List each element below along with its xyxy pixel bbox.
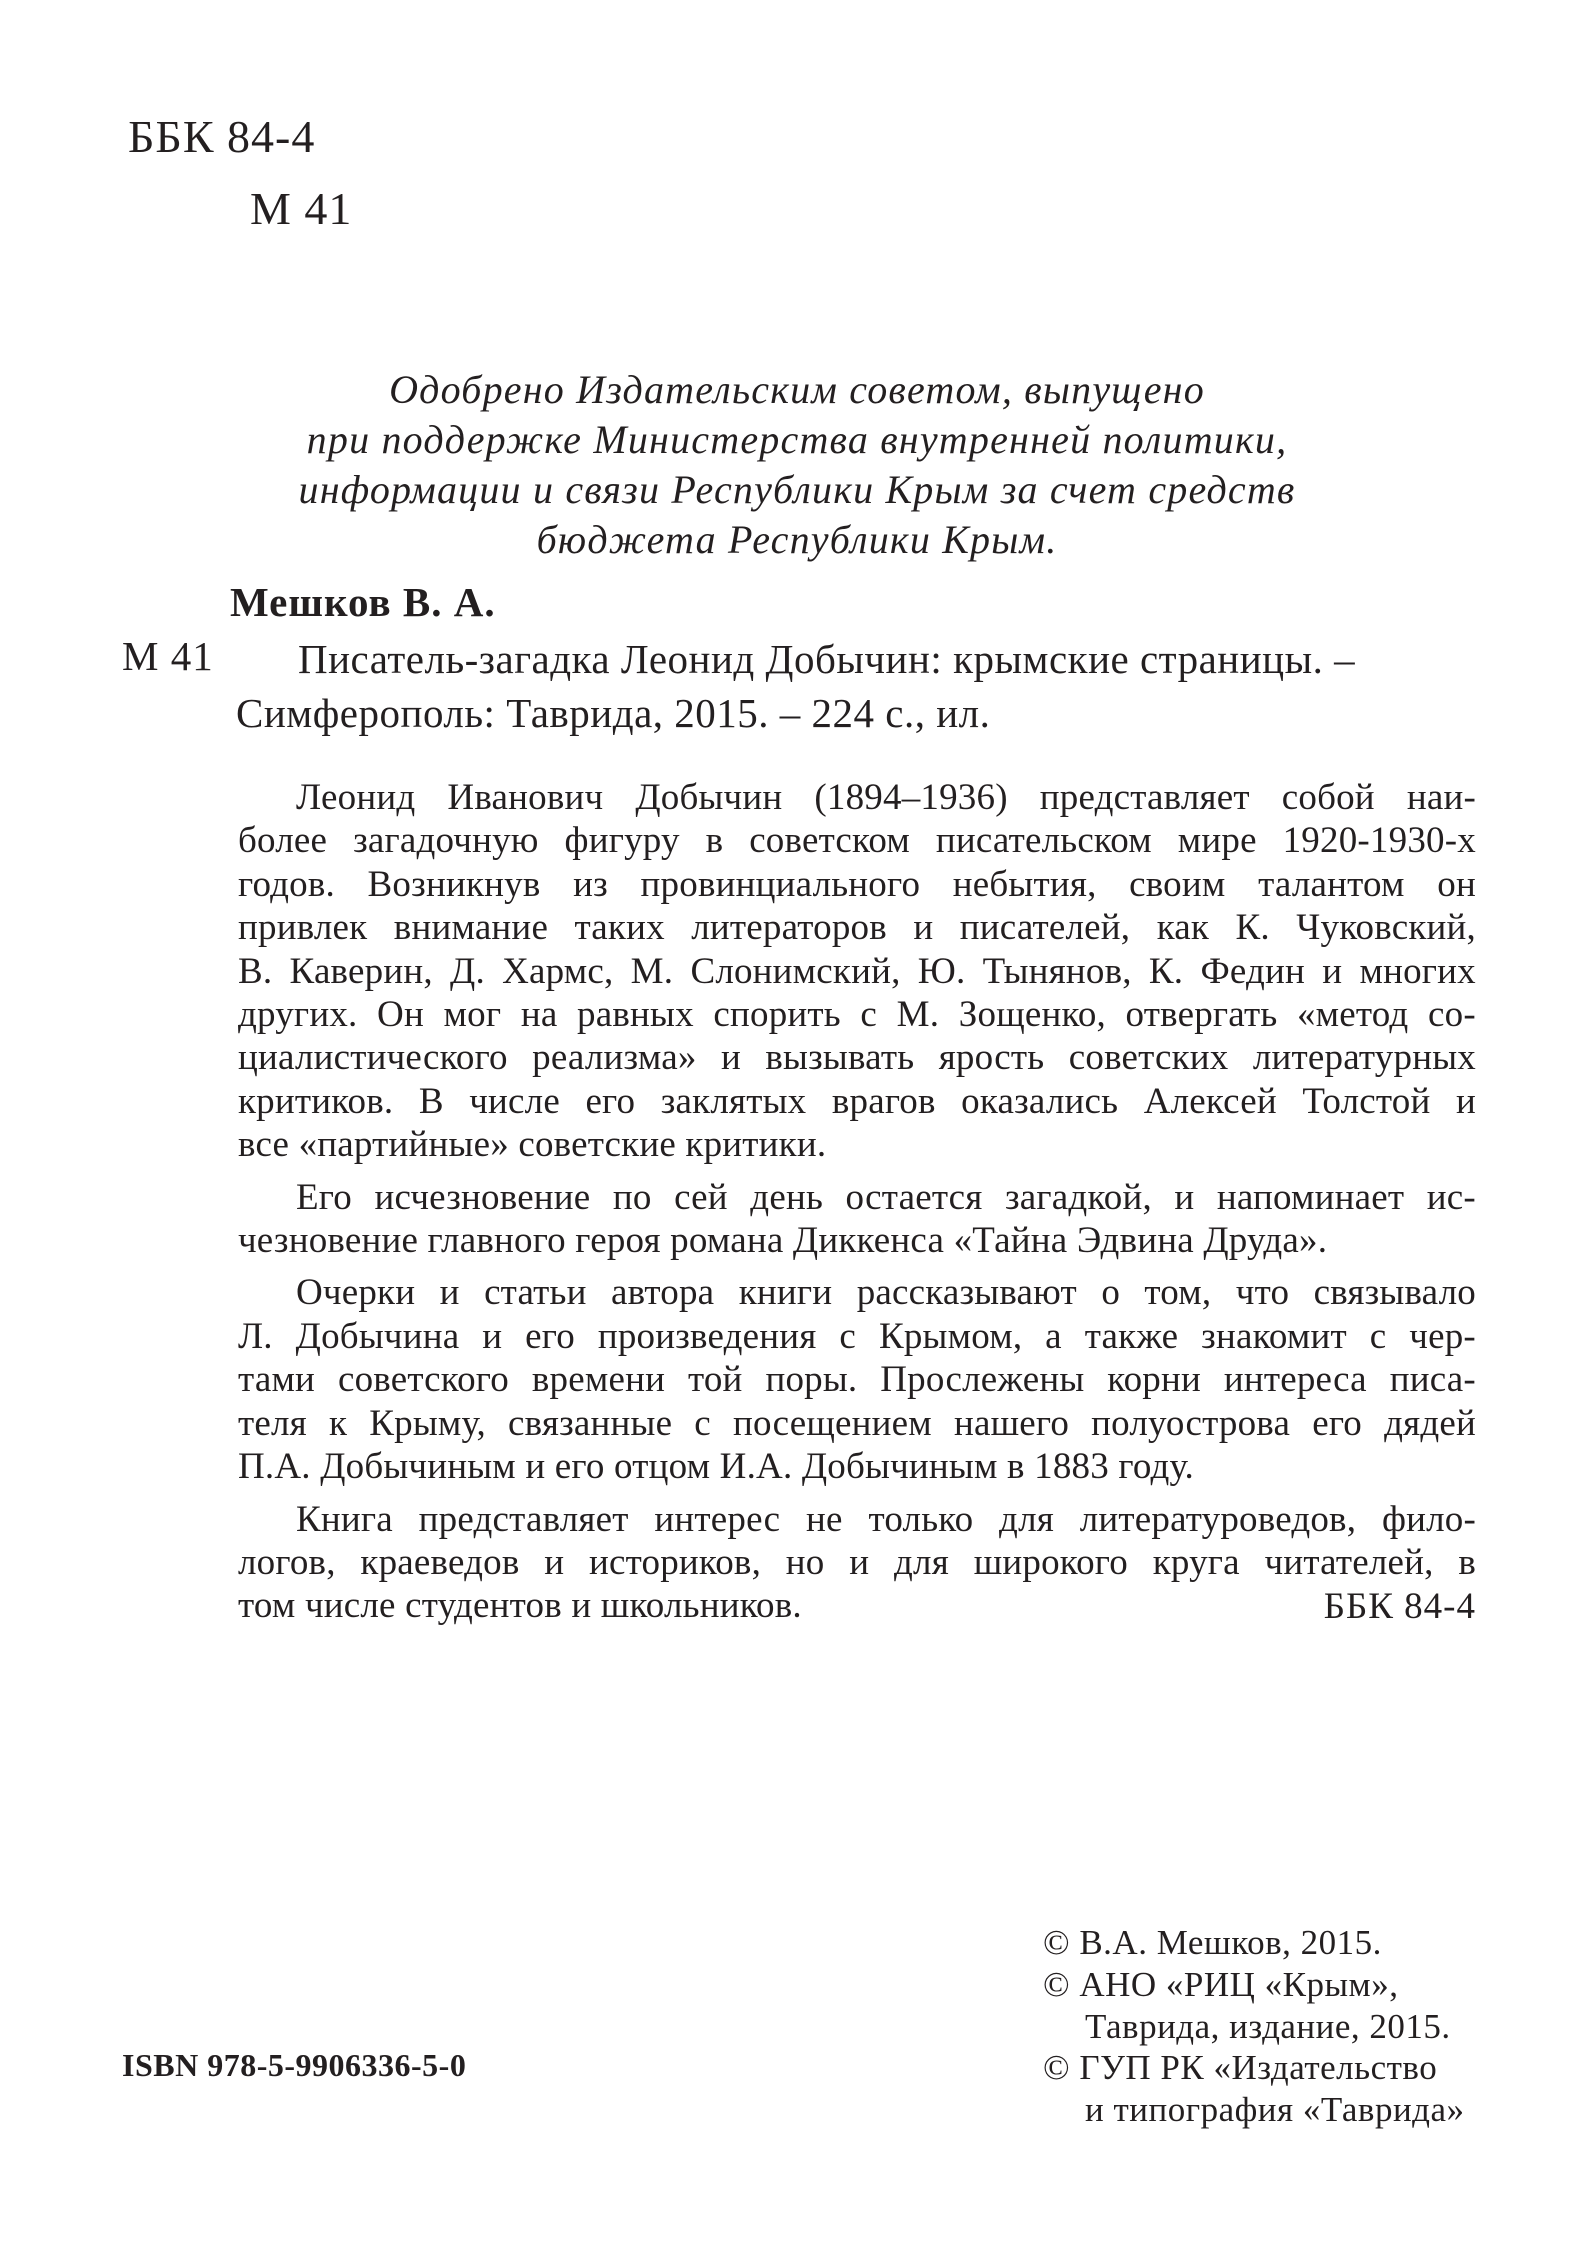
abstract-line: том числе студентов и школьников.: [238, 1585, 802, 1627]
abstract-line: все «партийные» советские критики.: [238, 1124, 827, 1166]
abstract-line: привлек внимание таких литераторов и писателей, как К. Чуковский,: [238, 907, 1476, 949]
bibliographic-imprint-line: Симферополь: Таврида, 2015. – 224 с., ил.: [236, 690, 991, 736]
copyright-line: Таврида, издание, 2015.: [1085, 2006, 1451, 2046]
copyright-line: © В.А. Мешков, 2015.: [1043, 1923, 1382, 1962]
abstract-line: тами советского времени той поры. Прослежены корни интереса писа-: [238, 1359, 1476, 1401]
copyright-line: и типография «Таврида»: [1085, 2090, 1465, 2130]
bibliographic-description: [236, 632, 1356, 740]
abstract-paragraph: [238, 1176, 1476, 1263]
abstract-line: теля к Крыму, связанные с посещением нашего полуострова его дядей: [238, 1402, 1476, 1444]
author-heading: Мешков В. А.: [230, 579, 496, 625]
copyright-block: [1043, 1922, 1465, 2131]
approval-line: при поддержке Министерства внутренней политики,: [306, 417, 1288, 462]
abstract-paragraph: [238, 776, 1476, 1167]
abstract-line: Очерки и статьи автора книги рассказывают о том, что связывало: [296, 1272, 1476, 1314]
approval-line: информации и связи Республики Крым за счет средств: [298, 467, 1296, 512]
abstract-line: Леонид Иванович Добычин (1894–1936) представляет собой наи-: [296, 777, 1476, 818]
abstract-paragraph: [238, 1498, 1476, 1628]
abstract: [238, 776, 1476, 1637]
abstract-line: П.А. Добычиным и его отцом И.А. Добычиным в 1883 году.: [238, 1446, 1194, 1488]
bibliographic-title-line: Писатель-загадка Леонид Добычин: крымские страницы. –: [298, 636, 1356, 682]
abstract-line: В. Каверин, Д. Хармс, М. Слонимский, Ю. Тынянов, К. Федин и многих: [238, 950, 1476, 992]
abstract-line: чезновение главного героя романа Диккенса «Тайна Эдвина Друда».: [238, 1220, 1328, 1262]
approval-line: Одобрено Издательским советом, выпущено: [389, 367, 1205, 412]
approval-note: [0, 365, 1594, 565]
abstract-line: Книга представляет интерес не только для литературоведов, фило-: [296, 1498, 1476, 1540]
abstract-paragraph: [238, 1271, 1476, 1488]
abstract-line: годов. Возникнув из провинциального небытия, своим талантом он: [238, 863, 1476, 905]
bbk-classification-bottom: ББК 84-4: [1323, 1586, 1476, 1627]
author-sign: М 41: [250, 183, 353, 234]
bbk-classification: ББК 84-4: [128, 111, 316, 162]
abstract-line: логов, краеведов и историков, но и для широкого круга читателей, в: [238, 1541, 1476, 1583]
approval-line: бюджета Республики Крым.: [536, 517, 1058, 562]
copyright-line: © ГУП РК «Издательство: [1043, 2048, 1438, 2088]
abstract-line: циалистического реализма» и вызывать ярость советских литературных: [238, 1037, 1476, 1079]
bibliographic-author-sign: М 41: [122, 633, 214, 679]
abstract-line: критиков. В числе его заклятых врагов оказались Алексей Толстой и: [238, 1080, 1476, 1122]
isbn: ISBN 978-5-9906336-5-0: [122, 2047, 467, 2083]
abstract-line: более загадочную фигуру в советском писательском мире 1920-1930-х: [238, 820, 1476, 862]
abstract-line: Л. Добычина и его произведения с Крымом, а также знакомит с чер-: [238, 1315, 1476, 1357]
copyright-line: © АНО «РИЦ «Крым»,: [1043, 1964, 1399, 2004]
abstract-line: других. Он мог на равных спорить с М. Зощенко, отвергать «метод со-: [238, 994, 1476, 1036]
abstract-line: Его исчезновение по сей день остается загадкой, и напоминает ис-: [296, 1176, 1476, 1218]
